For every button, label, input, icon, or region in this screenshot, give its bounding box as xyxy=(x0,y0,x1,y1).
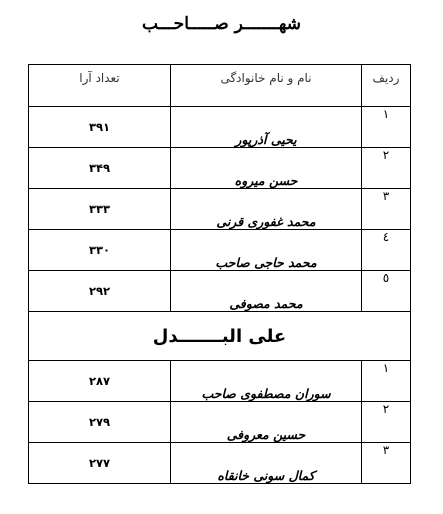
candidate-name: کمال سونی خانقاه xyxy=(171,443,362,484)
candidate-name: محمد حاجی صاحب xyxy=(171,230,362,271)
table-row xyxy=(29,107,411,148)
row-number: ٢ xyxy=(362,148,411,189)
vote-count: ۲۷۹ xyxy=(29,402,171,443)
row-number: ١ xyxy=(362,107,411,148)
table-row xyxy=(29,230,411,271)
header-name: نام و نام خانوادگی xyxy=(171,65,362,107)
candidate-name: حسن میروه xyxy=(171,148,362,189)
header-number: ردیف xyxy=(362,65,411,107)
row-number: ١ xyxy=(362,361,411,402)
row-number: ٤ xyxy=(362,230,411,271)
vote-count: ۳۴۹ xyxy=(29,148,171,189)
row-number: ٣ xyxy=(362,443,411,484)
candidate-name: یحیی آذرپور xyxy=(171,107,362,148)
header-votes: تعداد آرا xyxy=(29,65,171,107)
table-row xyxy=(29,271,411,312)
vote-count: ۳۳۳ xyxy=(29,189,171,230)
page-title: شهـــــــر صـــــاحـــب xyxy=(142,14,301,34)
alternates-separator-row xyxy=(29,312,411,361)
results-table xyxy=(28,64,411,484)
vote-count: ۲۷۷ xyxy=(29,443,171,484)
candidate-name: محمد غفوری قرنی xyxy=(171,189,362,230)
alternates-heading: علی البـــــــدل xyxy=(29,312,411,361)
table-row xyxy=(29,148,411,189)
candidate-name: سوران مصطفوی صاحب xyxy=(171,361,362,402)
row-number: ٥ xyxy=(362,271,411,312)
vote-count: ۳۹۱ xyxy=(29,107,171,148)
table-header-row xyxy=(29,65,411,107)
vote-count: ۳۳۰ xyxy=(29,230,171,271)
candidate-name: حسین معروفی xyxy=(171,402,362,443)
table-row xyxy=(29,189,411,230)
table-row xyxy=(29,361,411,402)
candidate-name: محمد مصوفی xyxy=(171,271,362,312)
table-row xyxy=(29,443,411,484)
row-number: ٢ xyxy=(362,402,411,443)
vote-count: ۲۸۷ xyxy=(29,361,171,402)
vote-count: ۲۹۲ xyxy=(29,271,171,312)
table-row xyxy=(29,402,411,443)
row-number: ٣ xyxy=(362,189,411,230)
